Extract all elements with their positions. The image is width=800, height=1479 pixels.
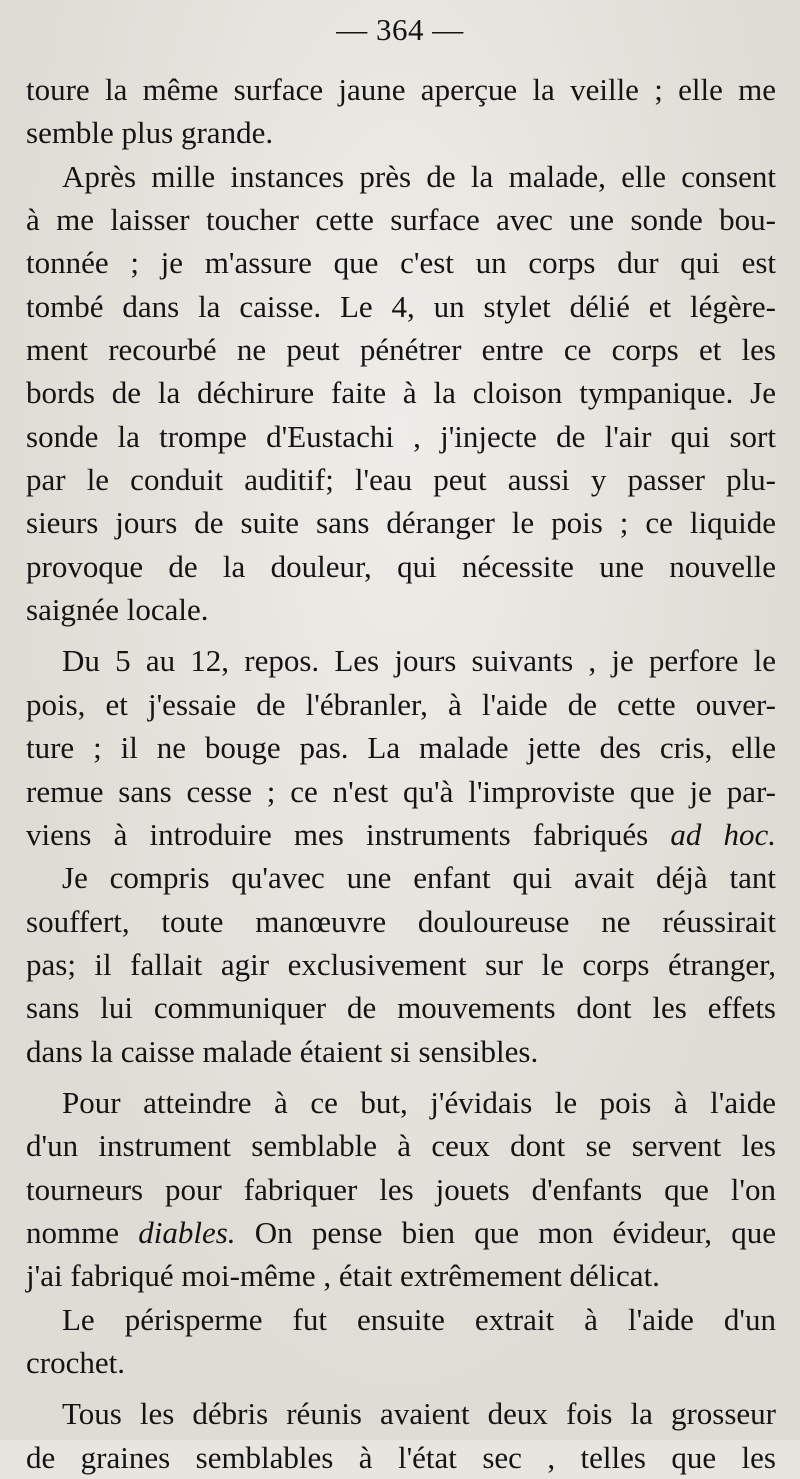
text-line: sieurs jours de suite sans déranger le pois ; ce liquide — [26, 505, 776, 541]
text-line: semble plus grande. — [26, 115, 274, 151]
text-line: Pour atteindre à ce but, j'évidais le pois à l'aide — [62, 1084, 776, 1120]
italic-text: ad hoc. — [670, 816, 776, 852]
text-line: tourneurs pour fabriquer les jouets d'enfants que l'on — [26, 1171, 776, 1207]
text-segment: nomme — [26, 1214, 119, 1250]
text-segment: viens à introduire mes instruments fabriqués — [26, 816, 649, 852]
text-line: par le conduit auditif; l'eau peut aussi y passer plu- — [26, 462, 776, 498]
text-line: à me laisser toucher cette surface avec une sonde bou- — [26, 202, 776, 238]
text-line: Après mille instances près de la malade, elle consent — [62, 158, 776, 194]
text-line: saignée locale. — [26, 592, 209, 628]
text-line: d'un instrument semblable à ceux dont se servent les — [26, 1128, 776, 1164]
text-line: ment recourbé ne peut pénétrer entre ce corps et les — [26, 332, 776, 368]
text-line: remue sans cesse ; ce n'est qu'à l'improviste que je par- — [26, 773, 776, 809]
text-line: Tous les débris réunis avaient deux fois la grosseur — [62, 1396, 776, 1432]
text-line: sonde la trompe d'Eustachi , j'injecte de l'air qui sort — [26, 418, 776, 454]
text-line: bords de la déchirure faite à la cloison tympanique. Je — [26, 375, 776, 411]
text-line: crochet. — [26, 1344, 125, 1380]
text-line: Du 5 au 12, repos. Les jours suivants , je perfore le — [62, 643, 776, 679]
text-line: Je compris qu'avec une enfant qui avait déjà tant — [62, 860, 776, 896]
text-line — [26, 1211, 776, 1254]
text-line — [26, 813, 776, 856]
italic-text: diables. — [138, 1214, 236, 1250]
text-line: dans la caisse malade étaient si sensibles. — [26, 1033, 539, 1069]
text-line: pois, et j'essaie de l'ébranler, à l'aide de cette ouver- — [26, 686, 776, 722]
text-line: tonnée ; je m'assure que c'est un corps dur qui est — [26, 245, 776, 281]
text-line: Le périsperme fut ensuite extrait à l'aide d'un — [62, 1301, 776, 1337]
text-segment: On pense bien que mon évideur, que — [254, 1214, 776, 1250]
text-line: toure la même surface jaune aperçue la veille ; elle me — [26, 72, 776, 107]
text-line: j'ai fabriqué moi-même , était extrêmement délicat. — [26, 1258, 660, 1294]
text-line: tombé dans la caisse. Le 4, un stylet délié et légère- — [26, 288, 776, 324]
text-line: sans lui communiquer de mouvements dont les effets — [26, 990, 776, 1026]
text-line: provoque de la douleur, qui nécessite une nouvelle — [26, 548, 776, 584]
text-line: ture ; il ne bouge pas. La malade jette des cris, elle — [26, 730, 776, 766]
text-line: pas; il fallait agir exclusivement sur le corps étranger, — [26, 946, 776, 982]
page-number-header: — 364 — — [336, 12, 464, 47]
body-text — [26, 68, 776, 1479]
text-line: de graines semblables à l'état sec , telles que les — [26, 1439, 776, 1475]
text-line: souffert, toute manœuvre douloureuse ne réussirait — [26, 903, 776, 939]
